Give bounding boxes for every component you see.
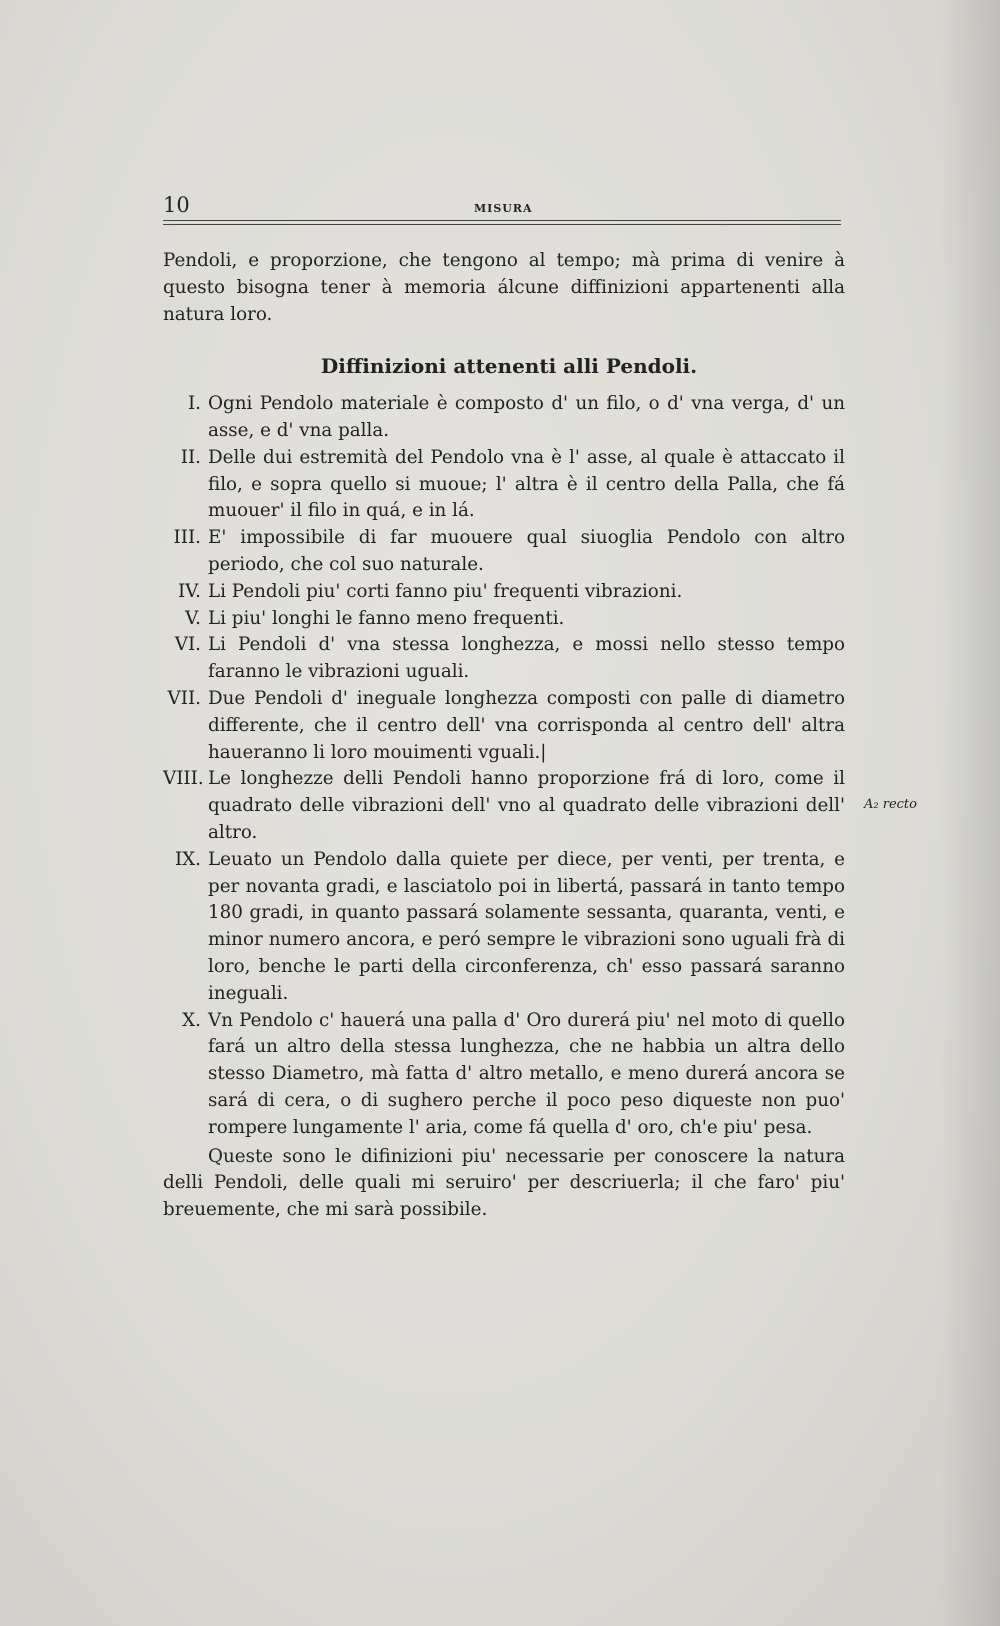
definition-item bbox=[163, 606, 845, 633]
definition-number: III. bbox=[173, 527, 201, 549]
definition-number: V. bbox=[185, 607, 201, 629]
definition-text: E' impossibile di far muouere qual siuoglia Pendolo con altro periodo, che col suo naturale. bbox=[208, 527, 845, 575]
definition-number: II. bbox=[180, 446, 201, 468]
page-number: 10 bbox=[163, 193, 190, 217]
closing-paragraph: Queste sono le difinizioni piu' necessarie per conoscere la natura delli Pendoli, delle quali mi seruiro' per descriuerla; il che faro' piu' breuemente, che mi sarà possibile. bbox=[163, 1145, 845, 1221]
definition-number: VIII. bbox=[163, 768, 204, 790]
running-head: MISURA bbox=[474, 202, 533, 215]
definition-number: X. bbox=[182, 1009, 201, 1031]
definition-item bbox=[163, 525, 845, 579]
definition-number: IX. bbox=[174, 848, 201, 870]
definition-item bbox=[163, 391, 845, 445]
header-rule bbox=[163, 220, 841, 221]
definition-item bbox=[163, 847, 845, 1008]
definition-text: Vn Pendolo c' hauerá una palla d' Oro durerá piu' nel moto di quello fará un altro della stessa lunghezza, che ne habbia un altra dello stesso Diametro, mà fatta d' altro metallo, e meno durerá ancora se sará di cera, o di sughero perche il poco peso diqueste non puo' rompere lungamente l' aria, come fá quella d' oro, ch'e piu' pesa. bbox=[208, 1009, 845, 1138]
definition-text: Li Pendoli piu' corti fanno piu' frequenti vibrazioni. bbox=[208, 580, 683, 602]
definition-number: VI. bbox=[174, 634, 201, 656]
definition-item bbox=[163, 1008, 845, 1142]
page-header bbox=[163, 193, 841, 221]
intro-paragraph: Pendoli, e proporzione, che tengono al tempo; mà prima di venire à questo bisogna tener à memoria álcune diffinizioni appartenenti alla natura loro. bbox=[163, 250, 845, 325]
definition-text: Ogni Pendolo materiale è composto d' un filo, o d' vna verga, d' un asse, e d' vna palla. bbox=[208, 393, 845, 441]
definition-item bbox=[163, 445, 845, 525]
definition-item bbox=[163, 632, 845, 686]
definition-number: IV. bbox=[177, 580, 201, 602]
definition-number: I. bbox=[187, 393, 201, 415]
margin-signature-note: A₂ recto bbox=[864, 797, 917, 812]
section-heading: Diffinizioni attenenti alli Pendoli. bbox=[320, 354, 698, 379]
definition-text: Delle dui estremità del Pendolo vna è l' asse, al quale è attaccato il filo, e sopra quello si muoue; l' altra è il centro della Palla, che fá muouer' il filo in quá, e in lá. bbox=[208, 446, 845, 522]
page-body bbox=[163, 248, 845, 1224]
header-rule-2 bbox=[163, 224, 841, 225]
definition-item bbox=[163, 766, 845, 846]
definition-text: Leuato un Pendolo dalla quiete per diece, per venti, per trenta, e per novanta gradi, e lasciatolo poi in libertá, passará in tanto tempo 180 gradi, in quanto passará solamente sessanta, quaranta, venti, e minor numero ancora, e peró sempre le vibrazioni sono uguali frà di loro, benche le parti della circonferenza, ch' esso passará saranno ineguali. bbox=[208, 848, 845, 1004]
definition-text: Li Pendoli d' vna stessa longhezza, e mossi nello stesso tempo faranno le vibrazioni uguali. bbox=[208, 634, 845, 683]
definition-text: Le longhezze delli Pendoli hanno proporzione frá di loro, come il quadrato delle vibrazioni dell' vno al quadrato delle vibrazioni dell' altro. bbox=[208, 768, 845, 843]
definition-item bbox=[163, 579, 845, 606]
definition-number: VII. bbox=[167, 687, 201, 709]
definition-item bbox=[163, 686, 845, 766]
definition-text: Li piu' longhi le fanno meno frequenti. bbox=[208, 607, 565, 629]
definition-text: Due Pendoli d' ineguale longhezza composti con palle di diametro differente, che il centro dell' vna corrisponda al centro dell' altra haueranno li loro mouimenti vguali.| bbox=[208, 687, 845, 763]
